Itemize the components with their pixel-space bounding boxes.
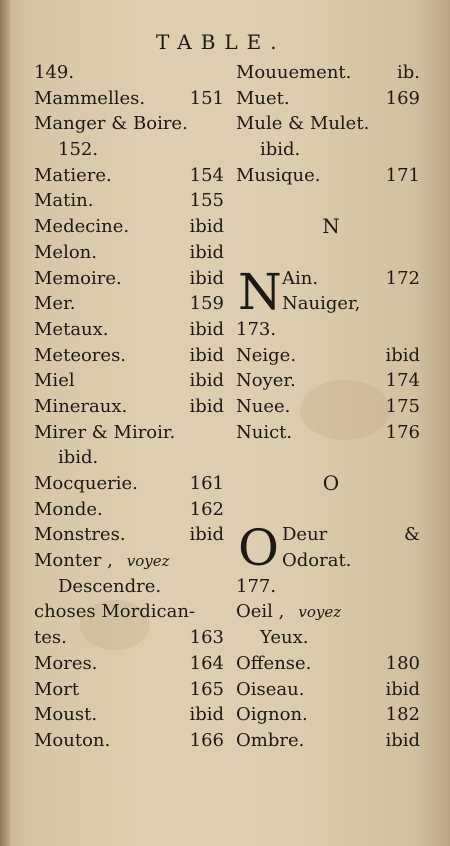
- index-entry: [236, 317, 426, 343]
- index-entry: [34, 522, 230, 548]
- index-entry: [236, 394, 426, 420]
- entry-term: Oeil , voyez: [236, 601, 342, 623]
- index-entry: [34, 317, 230, 343]
- entry-term: Muet.: [236, 87, 290, 109]
- index-entry: [34, 214, 230, 240]
- entry-term: Yeux.: [260, 627, 309, 649]
- index-entry: [236, 60, 426, 86]
- page-spine-shadow: [0, 0, 10, 846]
- entry-page: ibid: [385, 678, 420, 700]
- entry-term: Deur: [282, 524, 328, 546]
- entry-page: &: [403, 524, 420, 546]
- entry-term: tes.: [34, 627, 67, 649]
- index-entry: [34, 651, 230, 677]
- index-entry: [34, 677, 230, 703]
- dropcap-letter: O: [238, 519, 279, 578]
- entry-term: Monter , voyez: [34, 550, 170, 572]
- entry-page: 166: [189, 729, 224, 751]
- entry-term: Nuict.: [236, 421, 293, 443]
- spacer: [236, 445, 426, 471]
- entry-term: Mouton.: [34, 729, 111, 751]
- entry-term: 173.: [236, 318, 277, 340]
- entry-term: Miel: [34, 370, 75, 392]
- entry-term: 152.: [58, 139, 99, 161]
- index-column-right: [236, 60, 426, 754]
- entry-term: Mirer & Miroir.: [34, 421, 176, 443]
- entry-page: 171: [385, 164, 420, 186]
- entry-term: Ombre.: [236, 729, 305, 751]
- entry-term: Monde.: [34, 498, 103, 520]
- entry-term: Matin.: [34, 190, 94, 212]
- index-entry: [282, 548, 426, 574]
- index-entry: [236, 574, 426, 600]
- entry-page: 169: [385, 87, 420, 109]
- index-entry: [34, 497, 230, 523]
- index-entry: [34, 420, 230, 446]
- index-entry: [282, 522, 426, 548]
- entry-term: Descendre.: [58, 575, 162, 597]
- entry-page: 164: [189, 652, 224, 674]
- index-entry: [236, 420, 426, 446]
- entry-page: ibid: [385, 344, 420, 366]
- entry-xref: voyez: [126, 552, 170, 571]
- index-entry: [282, 266, 426, 292]
- entry-term: Mouuement.: [236, 62, 352, 83]
- index-entry: [34, 137, 230, 163]
- index-entry: [34, 188, 230, 214]
- entry-term: ibid.: [260, 139, 301, 161]
- index-entry: [34, 163, 230, 189]
- entry-page: ib.: [396, 62, 420, 83]
- entry-term: Mocquerie.: [34, 473, 138, 494]
- index-entry: [236, 343, 426, 369]
- section-heading-section_o: O: [322, 471, 340, 496]
- entry-term: Mineraux.: [34, 395, 128, 417]
- index-entry: [236, 677, 426, 703]
- entry-term: Neige.: [236, 344, 297, 366]
- entry-page: ibid: [189, 370, 224, 392]
- dropcap-letter: N: [238, 262, 282, 321]
- index-entry: [34, 266, 230, 292]
- entry-page: 162: [189, 498, 224, 520]
- spacer: [236, 240, 426, 266]
- entry-page: ibid: [189, 267, 224, 289]
- entry-term: Noyer.: [236, 370, 296, 392]
- entry-term: Mer.: [34, 293, 76, 315]
- index-entry: [34, 368, 230, 394]
- entry-page: ibid: [189, 241, 224, 263]
- dropcap-block: [236, 262, 426, 321]
- entry-term: Mammelles.: [34, 87, 146, 109]
- index-entry: [236, 728, 426, 754]
- index-column-left: [34, 60, 230, 754]
- index-entry: [236, 651, 426, 677]
- index-entry: [34, 625, 230, 651]
- index-entry: [34, 548, 230, 574]
- entry-page: 159: [189, 293, 224, 315]
- entry-term: Mort: [34, 678, 80, 700]
- entry-term: Ain.: [282, 267, 319, 289]
- index-entry: [34, 445, 230, 471]
- entry-page: 176: [385, 421, 420, 443]
- entry-term: 149.: [34, 62, 75, 83]
- entry-page: ibid: [189, 704, 224, 726]
- index-entry: [34, 86, 230, 112]
- entry-term: choses Mordican-: [34, 601, 195, 623]
- page-header: TABLE.: [156, 30, 286, 54]
- index-entry: [34, 599, 230, 625]
- index-entry: [34, 471, 230, 497]
- entry-page: 155: [189, 190, 224, 212]
- index-entry: [34, 291, 230, 317]
- index-entry: [34, 702, 230, 728]
- entry-term: ibid.: [58, 447, 99, 469]
- index-entry: [236, 111, 426, 137]
- entry-page: ibid: [189, 395, 224, 417]
- entry-page: ibid: [189, 344, 224, 366]
- entry-page: 172: [385, 267, 420, 289]
- index-entry: [282, 291, 426, 317]
- index-entry: [34, 343, 230, 369]
- entry-page: 174: [385, 370, 420, 392]
- entry-page: ibid: [385, 729, 420, 751]
- index-entry: [34, 240, 230, 266]
- index-entry: [236, 625, 426, 651]
- entry-term: Manger & Boire.: [34, 113, 188, 135]
- index-entry: [236, 599, 426, 625]
- section-heading-section_n: N: [322, 214, 340, 239]
- entry-term: Musique.: [236, 164, 321, 186]
- entry-page: 154: [189, 164, 224, 186]
- entry-term: Metaux.: [34, 318, 109, 340]
- index-entry: [236, 702, 426, 728]
- entry-term: Offense.: [236, 652, 312, 674]
- entry-page: 180: [385, 652, 420, 674]
- entry-page: 163: [189, 627, 224, 649]
- entry-page: 151: [189, 87, 224, 109]
- entry-term: Monstres.: [34, 524, 126, 546]
- index-entry: [34, 574, 230, 600]
- entry-page: 161: [189, 473, 224, 494]
- entry-term: Nauiger,: [282, 293, 361, 315]
- entry-term: Matiere.: [34, 164, 112, 186]
- entry-page: 175: [385, 395, 420, 417]
- entry-term: Mule & Mulet.: [236, 113, 370, 135]
- entry-term: Oignon.: [236, 704, 308, 726]
- entry-term: Odorat.: [282, 550, 352, 572]
- entry-page: 182: [385, 704, 420, 726]
- entry-page: ibid: [189, 524, 224, 546]
- entry-term: 177.: [236, 575, 277, 597]
- entry-page: ibid: [189, 318, 224, 340]
- index-entry: [34, 728, 230, 754]
- index-entry: [236, 163, 426, 189]
- entry-term: Melon.: [34, 241, 97, 263]
- entry-xref: voyez: [298, 603, 342, 622]
- index-entry: [34, 60, 230, 86]
- spacer: [236, 188, 426, 214]
- entry-term: Nuee.: [236, 395, 291, 417]
- index-entry: [34, 111, 230, 137]
- entry-term: Mores.: [34, 652, 98, 674]
- index-entry: [236, 86, 426, 112]
- entry-page: 165: [189, 678, 224, 700]
- index-entry: [236, 137, 426, 163]
- index-entry: [34, 394, 230, 420]
- index-entry: [236, 368, 426, 394]
- entry-term: Moust.: [34, 704, 98, 726]
- entry-term: Medecine.: [34, 216, 130, 238]
- entry-term: Oiseau.: [236, 678, 305, 700]
- dropcap-block: [236, 519, 426, 578]
- entry-term: Memoire.: [34, 267, 122, 289]
- entry-term: Meteores.: [34, 344, 127, 366]
- entry-page: ibid: [189, 216, 224, 238]
